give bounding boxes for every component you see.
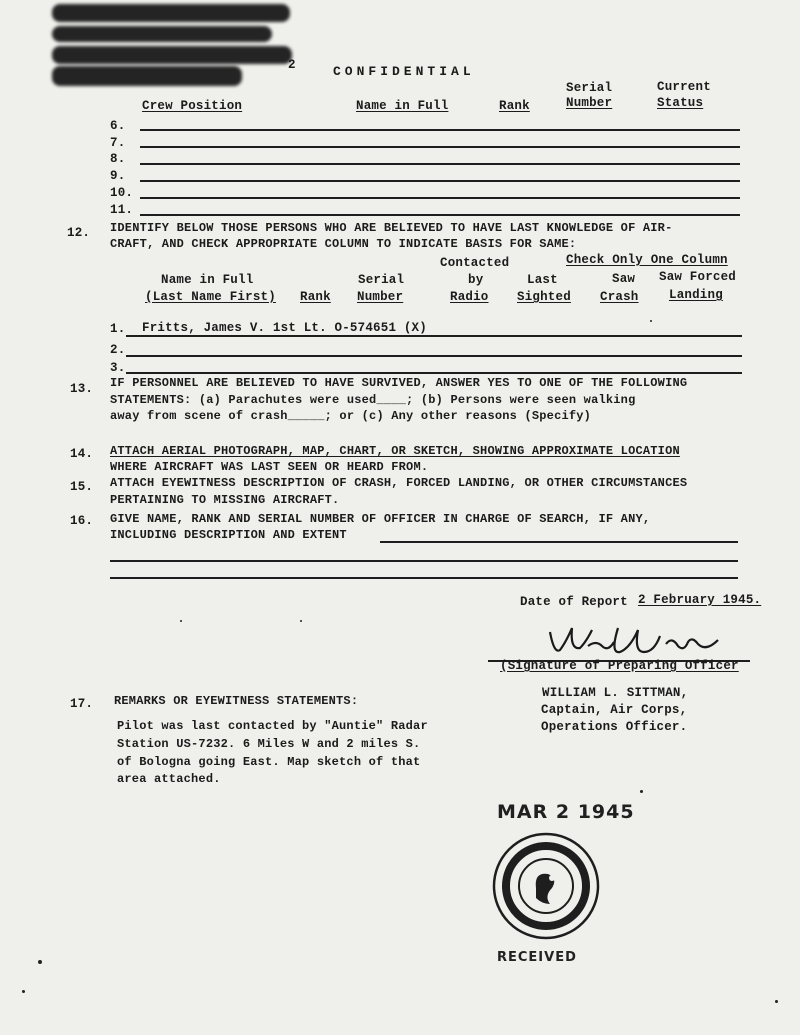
crew-row-line	[140, 180, 740, 182]
received-stamp-label: RECEIVED	[497, 950, 577, 965]
col-saw-forced-bottom: Landing	[669, 288, 723, 302]
witness-row-number: 3.	[110, 361, 126, 375]
crew-row-number: 8.	[110, 152, 126, 166]
item17-heading: REMARKS OR EYEWITNESS STATEMENTS:	[114, 694, 359, 708]
item12-line2: CRAFT, AND CHECK APPROPRIATE COLUMN TO INDICATE BASIS FOR SAME:	[110, 237, 577, 251]
crew-row-line	[140, 197, 740, 199]
received-seal-stamp	[490, 830, 602, 942]
officer-title: Operations Officer.	[541, 720, 688, 734]
col-last-bottom: Sighted	[517, 290, 571, 304]
scan-speck	[300, 620, 302, 622]
col-serial-top: Serial	[566, 81, 613, 95]
crew-row-number: 11.	[110, 203, 134, 217]
col-serial-bottom: Number	[566, 96, 613, 110]
col-crew-position: Crew Position	[142, 99, 243, 113]
item16-line1: GIVE NAME, RANK AND SERIAL NUMBER OF OFFICER IN CHARGE OF SEARCH, IF ANY,	[110, 512, 651, 526]
date-of-report-value: 2 February 1945.	[638, 593, 762, 607]
item16-line2: INCLUDING DESCRIPTION AND EXTENT	[110, 528, 347, 542]
remarks-line: Station US-7232. 6 Miles W and 2 miles S.	[117, 737, 421, 751]
crew-row-line	[140, 129, 740, 131]
witness-row-line	[126, 372, 742, 374]
col-contacted-mid: by	[468, 273, 484, 287]
officer-rank: Captain, Air Corps,	[541, 703, 688, 717]
item15-line2: PERTAINING TO MISSING AIRCRAFT.	[110, 493, 340, 507]
witness-row-number: 2.	[110, 343, 126, 357]
officer-name: WILLIAM L. SITTMAN,	[542, 686, 689, 700]
signature-label: (Signature of Preparing Officer	[500, 659, 739, 673]
remarks-line: area attached.	[117, 772, 221, 786]
crew-row-number: 6.	[110, 119, 126, 133]
item17-number: 17.	[70, 697, 94, 711]
col-last-top: Last	[527, 273, 558, 287]
col-rank: Rank	[499, 99, 530, 113]
col-saw-crash-top: Saw	[612, 272, 636, 286]
item16-fill-line	[110, 560, 738, 562]
remarks-line: Pilot was last contacted by "Auntie" Radar	[117, 719, 428, 733]
item13-line2: STATEMENTS: (a) Parachutes were used____; (b) Persons were seen walking	[110, 393, 636, 407]
col-status-top: Current	[657, 80, 711, 94]
item12-line1: IDENTIFY BELOW THOSE PERSONS WHO ARE BELIEVED TO HAVE LAST KNOWLEDGE OF AIR-	[110, 221, 673, 235]
col-status-bottom: Status	[657, 96, 704, 110]
col-contacted-top: Contacted	[440, 256, 510, 270]
redaction-block	[52, 4, 290, 22]
witness-row-line	[126, 355, 742, 357]
redaction-block	[52, 46, 292, 64]
classification-heading: CONFIDENTIAL	[333, 64, 475, 79]
item16-fill-line	[110, 577, 738, 579]
redaction-block	[52, 66, 242, 86]
scan-speck	[650, 320, 652, 322]
col-rank: Rank	[300, 290, 331, 304]
item14-number: 14.	[70, 447, 94, 461]
item13-line3: away from scene of crash_____; or (c) Any other reasons (Specify)	[110, 409, 592, 423]
date-of-report-label: Date of Report	[520, 595, 628, 609]
witness-row-line	[126, 335, 742, 337]
col-serial-bottom: Number	[357, 290, 404, 304]
scan-speck	[775, 1000, 778, 1003]
scan-speck	[22, 990, 25, 993]
crew-row-number: 10.	[110, 186, 134, 200]
check-only-one-column: Check Only One Column	[566, 253, 728, 267]
received-stamp-date: MAR 2 1945	[497, 801, 635, 823]
item14-line1: ATTACH AERIAL PHOTOGRAPH, MAP, CHART, OR SKETCH, SHOWING APPROXIMATE LOCATION	[110, 444, 680, 458]
item16-fill-line	[380, 541, 738, 543]
scan-speck	[180, 620, 182, 622]
col-contacted-bottom: Radio	[450, 290, 489, 304]
col-saw-crash-bottom: Crash	[600, 290, 639, 304]
item13-line1: IF PERSONNEL ARE BELIEVED TO HAVE SURVIVED, ANSWER YES TO ONE OF THE FOLLOWING	[110, 376, 688, 390]
redaction-block	[52, 26, 272, 42]
item15-line1: ATTACH EYEWITNESS DESCRIPTION OF CRASH, FORCED LANDING, OR OTHER CIRCUMSTANCES	[110, 476, 688, 490]
col-name-top: Name in Full	[161, 273, 254, 287]
witness-row-text: Fritts, James V. 1st Lt. O-574651 (X)	[142, 321, 427, 335]
item16-number: 16.	[70, 514, 94, 528]
col-serial-top: Serial	[358, 273, 405, 287]
crew-row-number: 7.	[110, 136, 126, 150]
redaction-suffix: 2	[288, 58, 296, 72]
col-name-bottom: (Last Name First)	[145, 290, 276, 304]
item15-number: 15.	[70, 480, 94, 494]
item12-number: 12.	[67, 226, 91, 240]
witness-row-number: 1.	[110, 322, 126, 336]
crew-row-line	[140, 146, 740, 148]
remarks-line: of Bologna going East. Map sketch of that	[117, 755, 421, 769]
col-name-in-full: Name in Full	[356, 99, 449, 113]
crew-row-line	[140, 214, 740, 216]
scan-speck	[640, 790, 643, 793]
crew-row-number: 9.	[110, 169, 126, 183]
item13-number: 13.	[70, 382, 94, 396]
scan-speck	[38, 960, 42, 964]
col-saw-forced-top: Saw Forced	[659, 270, 737, 284]
crew-row-line	[140, 163, 740, 165]
item14-line2: WHERE AIRCRAFT WAS LAST SEEN OR HEARD FROM.	[110, 460, 429, 474]
